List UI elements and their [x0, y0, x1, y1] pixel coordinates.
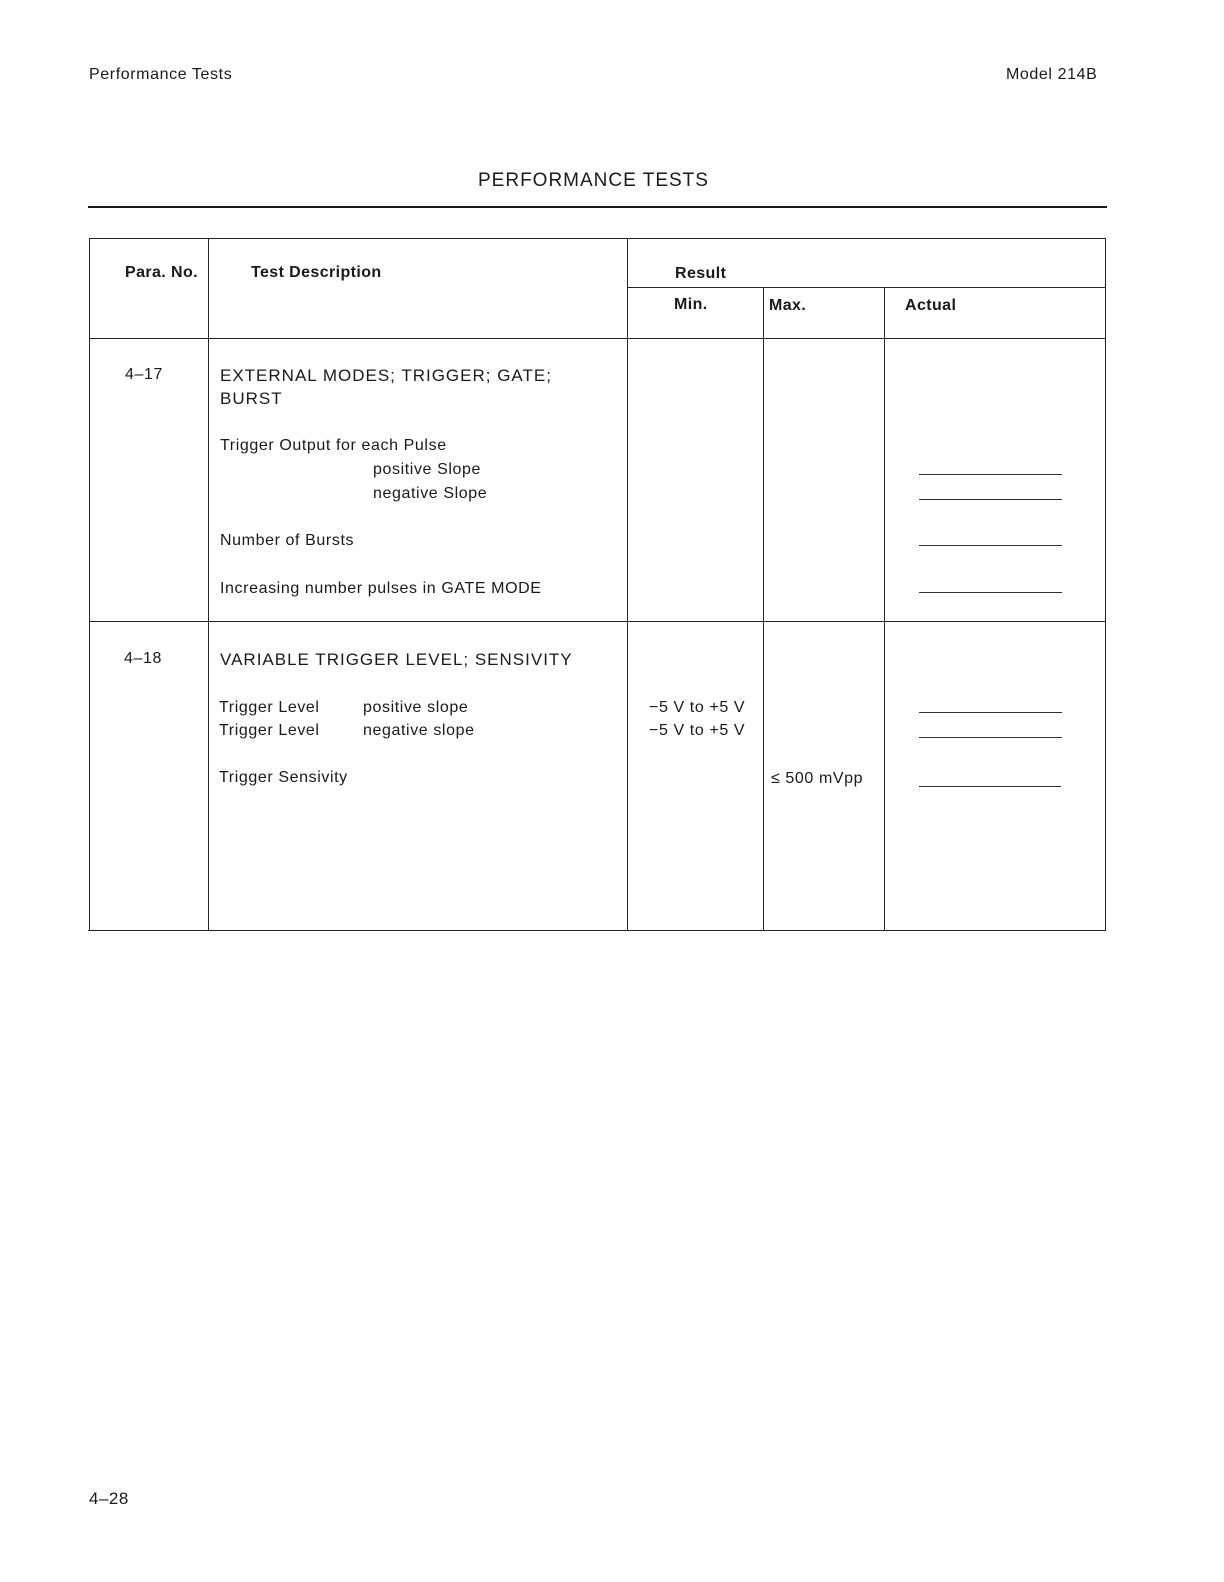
actual-entry-line	[919, 737, 1062, 738]
section-heading: EXTERNAL MODES; TRIGGER; GATE;	[220, 366, 552, 385]
actual-entry-line	[919, 545, 1062, 546]
test-item: Number of Bursts	[220, 532, 355, 549]
actual-entry-line	[919, 499, 1062, 500]
col-header-result: Result	[675, 265, 727, 282]
col-header-actual: Actual	[905, 297, 957, 314]
max-value: ≤ 500 mVpp	[771, 770, 864, 787]
section-heading: VARIABLE TRIGGER LEVEL; SENSIVITY	[220, 650, 573, 669]
row-separator	[89, 621, 1106, 622]
col-divider-min	[763, 287, 764, 931]
col-header-min: Min.	[674, 296, 708, 313]
test-item: Trigger Level	[219, 722, 320, 739]
col-divider-max	[884, 287, 885, 931]
test-subitem: positive slope	[363, 699, 469, 716]
section-heading-cont: BURST	[220, 389, 283, 408]
table-left-border	[89, 238, 90, 931]
col-divider-description	[627, 238, 628, 931]
test-item: Trigger Level	[219, 699, 320, 716]
running-header-left: Performance Tests	[89, 66, 233, 83]
test-subitem: negative Slope	[373, 485, 488, 502]
page-number: 4–28	[89, 1489, 129, 1508]
col-divider-para	[208, 238, 209, 931]
actual-entry-line	[919, 786, 1061, 787]
para-number: 4–17	[125, 366, 163, 383]
result-subheader-line	[627, 287, 1106, 288]
actual-entry-line	[919, 474, 1062, 475]
test-item: Trigger Output for each Pulse	[220, 437, 447, 454]
table-right-border	[1105, 238, 1106, 931]
running-header-right: Model 214B	[1006, 66, 1098, 83]
test-item: Increasing number pulses in GATE MODE	[220, 580, 542, 597]
test-subitem: negative slope	[363, 722, 475, 739]
actual-entry-line	[919, 712, 1062, 713]
table-bottom-border	[88, 930, 1106, 931]
col-header-para-no: Para. No.	[125, 264, 198, 281]
min-value: −5 V to +5 V	[649, 722, 746, 739]
table-top-border	[89, 238, 1106, 239]
col-header-max: Max.	[769, 297, 807, 314]
min-value: −5 V to +5 V	[649, 699, 746, 716]
col-header-test-description: Test Description	[251, 264, 382, 281]
test-item: Trigger Sensivity	[219, 769, 348, 786]
actual-entry-line	[919, 592, 1062, 593]
test-subitem: positive Slope	[373, 461, 482, 478]
header-bottom-border	[89, 338, 1106, 339]
para-number: 4–18	[124, 650, 162, 667]
title-rule	[88, 206, 1107, 208]
page-title: PERFORMANCE TESTS	[478, 170, 709, 191]
